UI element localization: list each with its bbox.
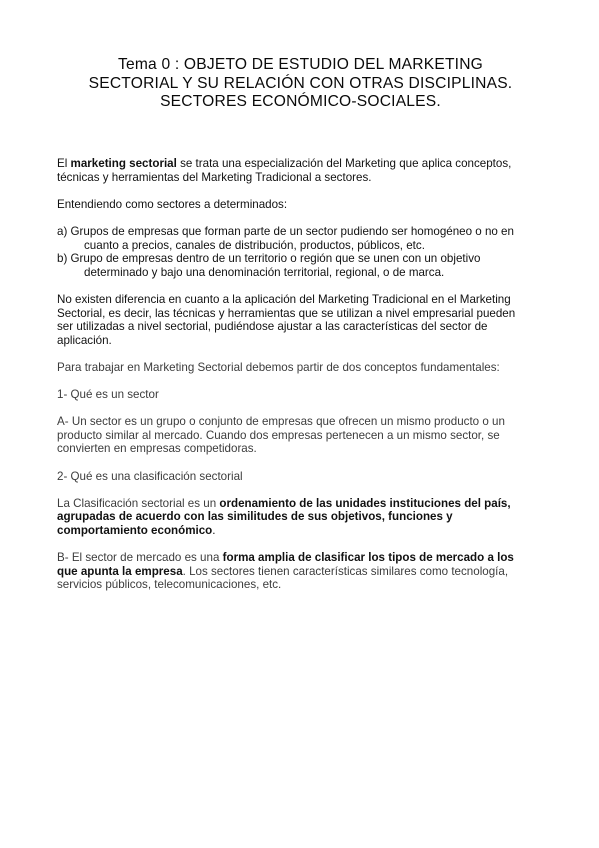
concept-2-bold-2: agrupadas de acuerdo con las similitudes de sus objetivos, funciones y — [57, 510, 453, 524]
concept-2-line-3 — [57, 524, 557, 538]
concept-2-line-1 — [57, 497, 557, 511]
concept-2-suffix: . — [212, 524, 216, 538]
title-line-3: SECTORES ECONÓMICO-SOCIALES. — [160, 93, 441, 110]
market-sector-line-1 — [57, 551, 557, 565]
concept-2-prefix: La Clasificación sectorial es un — [57, 496, 220, 510]
intro-prefix: El — [57, 157, 71, 170]
no-difference-line-2: Sectorial, es decir, las técnicas y herramientas que se utilizan a nivel empresarial pueden — [57, 306, 516, 320]
market-sector-bold-1: forma amplia de clasificar los tipos de mercado a los — [222, 551, 514, 565]
intro-term: marketing sectorial — [70, 157, 177, 170]
concept-1-line-3: convierten en empresas competidoras. — [57, 442, 257, 456]
no-difference-line-3: ser utilizadas a nivel sectorial, pudiéndose ajustar a las características del sector de — [57, 320, 488, 334]
concept-1-line-1: A- Un sector es un grupo o conjunto de empresas que ofrecen un mismo producto o un — [57, 415, 505, 429]
document-body — [57, 157, 557, 592]
concept-2-bold-3: comportamiento económico — [57, 524, 213, 538]
list-item-b-line-1: b) Grupo de empresas dentro de un territorio o región que se unen con un objetivo — [57, 252, 481, 266]
intro-line1-rest: se trata una especialización del Marketing que aplica conceptos, — [176, 157, 512, 170]
title-line-1: Tema 0 : OBJETO DE ESTUDIO DEL MARKETING — [118, 56, 483, 73]
list-item-a-line-1: a) Grupos de empresas que forman parte de un sector pudiendo ser homogéneo o no en — [57, 224, 514, 238]
concept-1-heading: 1- Qué es un sector — [57, 388, 159, 402]
page-title — [40, 56, 561, 112]
market-sector-rest: . Los sectores tienen características similares como tecnología, — [182, 564, 509, 578]
no-difference-line-1: No existen diferencia en cuanto a la aplicación del Marketing Tradicional en el Marketing — [57, 292, 511, 306]
market-sector-line-3: servicios públicos, telecomunicaciones, etc. — [57, 578, 282, 592]
sectors-intro: Entendiendo como sectores a determinados: — [57, 197, 288, 211]
market-sector-line-2 — [57, 565, 557, 579]
concept-2-line-2 — [57, 510, 557, 524]
concept-1-line-2: producto similar al mercado. Cuando dos empresas pertenecen a un mismo sector, se — [57, 428, 500, 442]
list-item-a-line-2: cuanto a precios, canales de distribución, productos, públicos, etc. — [84, 238, 425, 252]
concept-2-bold-1: ordenamiento de las unidades instituciones del país, — [219, 496, 511, 510]
list-item-b-line-2: determinado y bajo una denominación territorial, regional, o de marca. — [84, 265, 445, 279]
two-concepts-paragraph: Para trabajar en Marketing Sectorial debemos partir de dos conceptos fundamentales: — [57, 360, 500, 374]
no-difference-line-4: aplicación. — [57, 333, 112, 347]
intro-line-1 — [57, 157, 557, 171]
concept-2-heading: 2- Qué es una clasificación sectorial — [57, 469, 243, 483]
title-line-2: SECTORIAL Y SU RELACIÓN CON OTRAS DISCIPLINAS. — [88, 74, 513, 92]
intro-line-2: técnicas y herramientas del Marketing Tradicional a sectores. — [57, 170, 372, 184]
market-sector-prefix: B- El sector de mercado es una — [57, 551, 223, 565]
market-sector-bold-2: que apunta la empresa — [57, 564, 183, 578]
